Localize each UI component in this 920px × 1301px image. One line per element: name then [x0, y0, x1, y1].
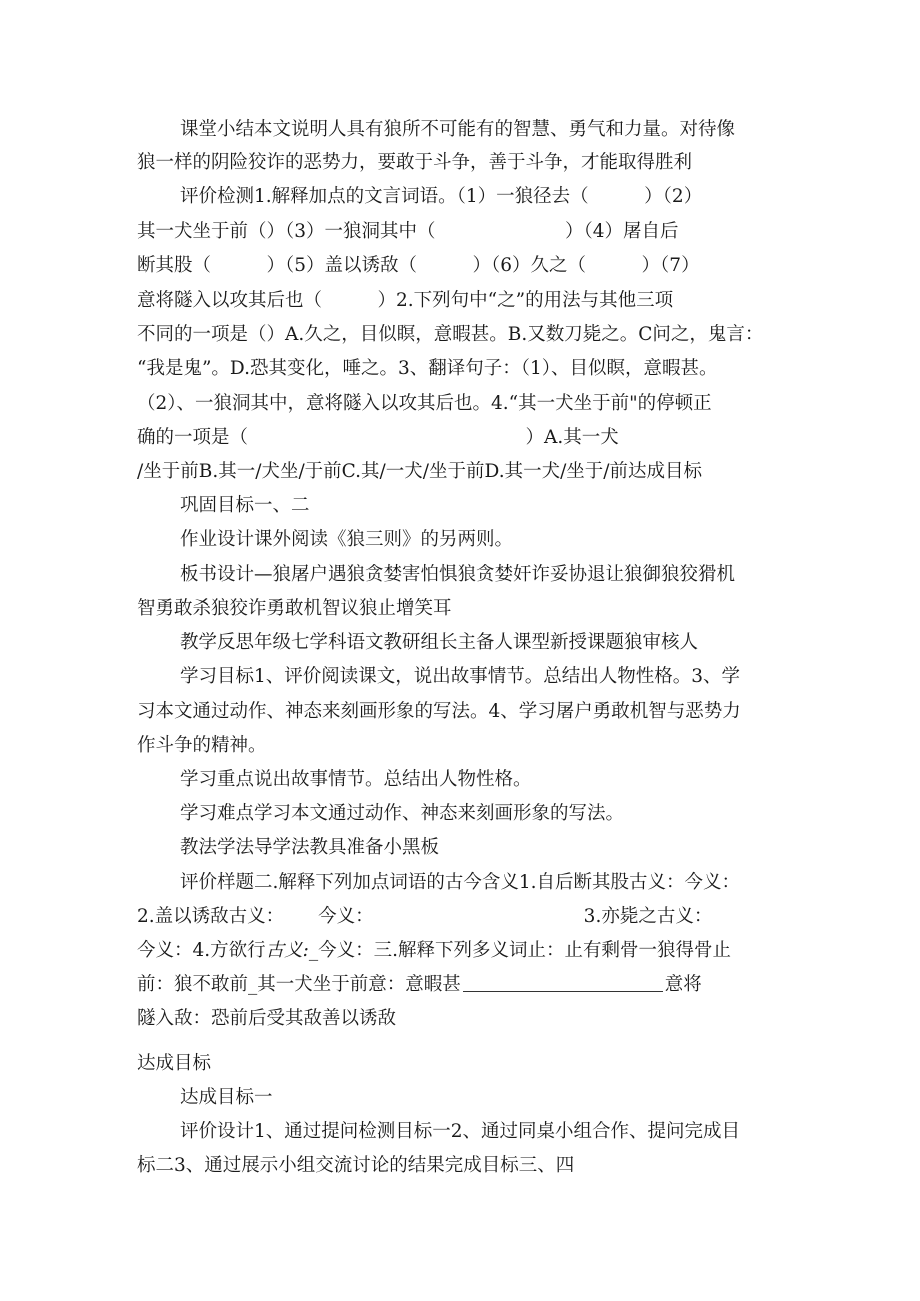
- consolidation-goal: 巩固目标一、二: [180, 495, 310, 516]
- evaluation-line-3: 断其股（ ）（5）盖以诱敌（ ）（6）久之（ ）（7）: [137, 255, 700, 276]
- sample-question-line-3: [137, 939, 731, 963]
- sample-question-line-2: [137, 905, 712, 929]
- evaluation-design-line-1: 评价设计1、通过提问检测目标一2、通过同桌小组合作、提问完成目: [180, 1121, 741, 1142]
- achievement-goal-one: 达成目标一: [180, 1087, 273, 1108]
- learning-goal-line-2: 习本文通过动作、神态来刻画形象的写法。4、学习屠户勇敢机智与恶势力: [137, 701, 741, 722]
- sample-q2-part-a: 2.盖以诱敌古义：: [137, 906, 285, 927]
- sample-q3-part-a: 今义：4.方欲行: [137, 940, 266, 961]
- learning-goal-line-3: 作斗争的精神。: [137, 735, 267, 756]
- evaluation-line-8: 确的一项是（ ）A.其一犬: [137, 427, 619, 448]
- evaluation-line-2: 其一犬坐于前（）（3）一狼洞其中（ ）（4）屠自后: [137, 221, 679, 242]
- sample-q2-part-b: 今义：: [318, 906, 374, 927]
- evaluation-line-1: 评价检测1.解释加点的文言词语。（1）一狼径去（ ）（2）: [180, 186, 703, 207]
- sample-question-line-1: 评价样题二.解释下列加点词语的古今含义1.自后断其股古义：今义：: [180, 872, 741, 893]
- evaluation-line-5: 不同的一项是（）A.久之，目似瞑，意暇甚。B.又数刀毙之。C问之，鬼言：: [137, 324, 764, 345]
- evaluation-line-4: 意将隧入以攻其后也（ ）2.下列句中“之”的用法与其他三项: [137, 290, 674, 311]
- achievement-goal-heading: 达成目标: [137, 1053, 212, 1074]
- learning-difficulty: 学习难点学习本文通过动作、神态来刻画形象的写法。: [180, 803, 625, 824]
- answer-blank-line: [463, 973, 663, 992]
- evaluation-design-line-2: 标二3、通过展示小组交流讨论的结果完成目标三、四: [137, 1155, 575, 1176]
- board-design-line-1: 板书设计—狼屠户遇狼贪婪害怕惧狼贪婪奸诈妥协退让狼御狼狡猾机: [180, 564, 736, 585]
- evaluation-line-6: “我是鬼”。D.恐其变化，唾之。3、翻译句子：（1）、目似瞑，意暇甚。: [137, 358, 718, 379]
- evaluation-line-9: /坐于前B.其一/犬坐/于前C.其/一犬/坐于前D.其一犬/坐于/前达成目标: [137, 461, 703, 482]
- sample-q4-part-b: 意将: [664, 974, 702, 995]
- sample-q4-part-a: 前：狼不敢前_其一犬坐于前意：意暇甚: [137, 974, 461, 995]
- sample-q3-part-b: 古义:_: [265, 940, 319, 961]
- sample-q2-part-c: 3.亦毙之古义：: [583, 906, 713, 927]
- sample-question-line-5: 隧入敌：恐前后受其敌善以诱敌: [137, 1008, 397, 1029]
- teaching-reflection: 教学反思年级七学科语文教研组长主备人课型新授课题狼审核人: [180, 632, 699, 653]
- sample-q3-part-c: 今义：三.解释下列多义词止：止有剩骨一狼得骨止: [318, 940, 732, 961]
- board-design-line-2: 智勇敢杀狼狡诈勇敢机智议狼止增笑耳: [137, 598, 452, 619]
- summary-line-2: 狼一样的阴险狡诈的恶势力，要敢于斗争，善于斗争，才能取得胜利: [137, 152, 693, 173]
- learning-focus: 学习重点说出故事情节。总结出人物性格。: [180, 769, 532, 790]
- evaluation-line-7: （2）、一狼洞其中，意将隧入以攻其后也。4.“其一犬坐于前"的停顿正: [137, 393, 712, 414]
- sample-question-line-4: [137, 973, 702, 997]
- homework-design: 作业设计课外阅读《狼三则》的另两则。: [180, 529, 514, 550]
- summary-line-1: 课堂小结本文说明人具有狼所不可能有的智慧、勇气和力量。对待像: [180, 119, 736, 140]
- teaching-method: 教法学法导学法教具准备小黑板: [180, 837, 440, 858]
- learning-goal-line-1: 学习目标1、评价阅读课文，说出故事情节。总结出人物性格。3、学: [180, 666, 741, 687]
